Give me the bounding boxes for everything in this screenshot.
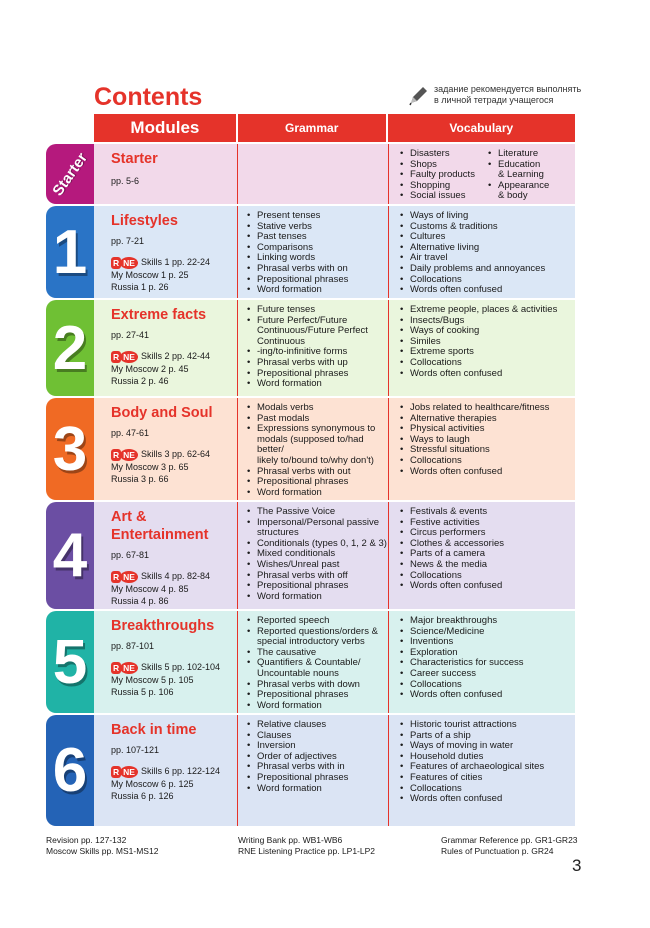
- vocabulary-item: • Stressful situations: [399, 445, 575, 456]
- grammar-list: [246, 403, 388, 498]
- grammar-item: • Prepositional phrases: [246, 690, 388, 701]
- grammar-item: • Reported speech: [246, 616, 388, 627]
- vocabulary-item: • Daily problems and annoyances: [399, 264, 575, 275]
- vocabulary-item: • Characteristics for success: [399, 658, 575, 669]
- module-3-tab: [46, 398, 94, 500]
- grammar-item: special introductory verbs: [257, 636, 365, 648]
- module-skills: [111, 571, 237, 583]
- module-title: Extreme facts: [111, 307, 207, 323]
- vocabulary-list: [399, 507, 575, 592]
- grammar-list: [246, 507, 388, 602]
- vocabulary-item: • Words often confused: [399, 581, 575, 592]
- grammar-item: • Relative clauses: [246, 720, 388, 731]
- vocabulary-item: • Customs & traditions: [399, 222, 575, 233]
- russia-pages: Russia 3 p. 66: [111, 473, 169, 484]
- grammar-item: structures: [257, 527, 299, 539]
- list-item-cont: & body: [498, 190, 528, 202]
- list-item: • Faulty products: [399, 170, 487, 181]
- grammar-item: • Present tenses: [246, 211, 388, 222]
- vocabulary-item: • Features of cities: [399, 773, 575, 784]
- list-item: • Shops: [399, 160, 487, 171]
- grammar-item: • The causative: [246, 648, 388, 659]
- vocabulary-list: [399, 616, 575, 701]
- grammar-item: • Past modals: [246, 414, 388, 425]
- grammar-item: • Phrasal verbs with off: [246, 571, 388, 582]
- list-item-cont: & Learning: [498, 169, 544, 181]
- grammar-item: • Prepositional phrases: [246, 275, 388, 286]
- grammar-item: • Future tenses: [246, 305, 388, 316]
- grammar-item: • Linking words: [246, 253, 388, 264]
- starter-vocab-right: [487, 149, 549, 202]
- module-skills: [111, 662, 237, 674]
- russia-pages: Russia 1 p. 26: [111, 281, 169, 292]
- grammar-item: • Phrasal verbs with in: [246, 762, 388, 773]
- module-pages: pp. 87-101: [111, 641, 155, 651]
- vocabulary-item: • Words often confused: [399, 467, 575, 478]
- russia-pages: Russia 2 p. 46: [111, 375, 169, 386]
- vocabulary-item: • News & the media: [399, 560, 575, 571]
- module-pages: pp. 107-121: [111, 745, 160, 755]
- footer-moscow-skills: Moscow Skills pp. MS1-MS12: [46, 846, 159, 856]
- grammar-list: [246, 720, 388, 794]
- vocabulary-item: • Collocations: [399, 456, 575, 467]
- grammar-item: • Conditionals (types 0, 1, 2 & 3): [246, 539, 388, 550]
- notebook-note: [408, 84, 581, 106]
- grammar-item: • Prepositional phrases: [246, 477, 388, 488]
- module-4-row: [94, 502, 575, 609]
- vocabulary-item: • Words often confused: [399, 369, 575, 380]
- footer-rne-listening: RNE Listening Practice pp. LP1-LP2: [238, 846, 376, 856]
- grammar-item: • Word formation: [246, 379, 388, 390]
- vocabulary-item: • Clothes & accessories: [399, 539, 575, 550]
- vocabulary-item: • Alternative living: [399, 243, 575, 254]
- vocabulary-item: • Alternative therapies: [399, 414, 575, 425]
- vocabulary-item: • Ways to laugh: [399, 435, 575, 446]
- grammar-item: • The Passive Voice: [246, 507, 388, 518]
- grammar-item: Uncountable nouns: [257, 667, 339, 679]
- list-item: • Shopping: [399, 181, 487, 192]
- vocabulary-list: [399, 211, 575, 296]
- module-6-row: [94, 715, 575, 826]
- vocabulary-item: • Festive activities: [399, 518, 575, 529]
- vocabulary-item: • Exploration: [399, 648, 575, 659]
- grammar-item: • Wishes/Unreal past: [246, 560, 388, 571]
- grammar-item: • Expressions synonymous to: [246, 424, 388, 435]
- footer-col-2: [238, 835, 375, 857]
- grammar-item: • Word formation: [246, 488, 388, 499]
- list-item: • Appearance: [487, 181, 549, 192]
- module-skills: [111, 766, 237, 778]
- vocabulary-list: [399, 305, 575, 379]
- footer-writing-bank: Writing Bank pp. WB1-WB6: [238, 835, 343, 845]
- footer-col-1: [46, 835, 158, 857]
- vocabulary-item: • Collocations: [399, 784, 575, 795]
- starter-pages: pp. 5-6: [111, 176, 140, 186]
- module-6-tab: [46, 715, 94, 826]
- my-moscow-pages: My Moscow 6 p. 125: [111, 778, 194, 789]
- vocabulary-item: • Similes: [399, 337, 575, 348]
- header-modules: Modules: [130, 118, 200, 137]
- grammar-item: • Phrasal verbs with on: [246, 264, 388, 275]
- grammar-item: • Phrasal verbs with out: [246, 467, 388, 478]
- module-skills: [111, 351, 237, 363]
- my-moscow-pages: My Moscow 5 p. 105: [111, 674, 194, 685]
- grammar-item: • Prepositional phrases: [246, 581, 388, 592]
- list-item: • Education: [487, 160, 549, 171]
- module-title: Back in time: [111, 722, 197, 738]
- module-number: 4: [52, 521, 88, 590]
- grammar-item: • Word formation: [246, 285, 388, 296]
- vocabulary-item: • Extreme people, places & activities: [399, 305, 575, 316]
- vocabulary-item: • Career success: [399, 669, 575, 680]
- module-number: 5: [52, 627, 88, 697]
- module-2-row: [94, 300, 575, 396]
- module-pages: pp. 7-21: [111, 236, 145, 246]
- grammar-item: • Word formation: [246, 701, 388, 712]
- vocabulary-item: • Ways of cooking: [399, 326, 575, 337]
- page-number: 3: [572, 856, 582, 875]
- footer-revision: Revision pp. 127-132: [46, 835, 127, 845]
- vocabulary-item: • Cultures: [399, 232, 575, 243]
- note-line-2: в личной тетради учащегося: [434, 95, 554, 105]
- list-item: • Social issues: [399, 191, 487, 202]
- module-pages: pp. 67-81: [111, 550, 150, 560]
- starter-tab-label: Starter: [49, 149, 91, 199]
- skills-pages: Skills 4 pp. 82-84: [140, 571, 210, 582]
- skills-pages: Skills 6 pp. 122-124: [140, 766, 221, 777]
- rne-logo-icon: R NE: [111, 766, 138, 778]
- skills-pages: Skills 1 pp. 22-24: [140, 257, 210, 268]
- vocabulary-item: • Inventions: [399, 637, 575, 648]
- vocabulary-item: • Collocations: [399, 680, 575, 691]
- skills-pages: Skills 2 pp. 42-44: [140, 351, 210, 362]
- my-moscow-pages: My Moscow 2 p. 45: [111, 363, 189, 374]
- vocabulary-item: • Words often confused: [399, 690, 575, 701]
- starter-row: [94, 144, 575, 204]
- module-pages: pp. 27-41: [111, 330, 150, 340]
- vocabulary-item: • Collocations: [399, 275, 575, 286]
- vocabulary-item: • Science/Medicine: [399, 627, 575, 638]
- vocabulary-item: • Collocations: [399, 571, 575, 582]
- grammar-item: • Past tenses: [246, 232, 388, 243]
- vocabulary-item: • Parts of a ship: [399, 731, 575, 742]
- my-moscow-pages: My Moscow 4 p. 85: [111, 583, 189, 594]
- module-skills: [111, 257, 237, 269]
- vocabulary-item: • Air travel: [399, 253, 575, 264]
- module-2-tab: [46, 300, 94, 396]
- grammar-item: • Impersonal/Personal passive: [246, 518, 388, 529]
- vocabulary-item: • Extreme sports: [399, 347, 575, 358]
- grammar-list: [246, 616, 388, 711]
- grammar-item: • Phrasal verbs with down: [246, 680, 388, 691]
- vocabulary-item: • Physical activities: [399, 424, 575, 435]
- module-3-row: [94, 398, 575, 500]
- russia-pages: Russia 5 p. 106: [111, 686, 174, 697]
- module-title: Body and Soul: [111, 405, 213, 421]
- vocabulary-item: • Ways of living: [399, 211, 575, 222]
- page-title: Contents: [94, 83, 203, 111]
- grammar-item: • Comparisons: [246, 243, 388, 254]
- grammar-item: • Future Perfect/Future: [246, 316, 388, 327]
- skills-pages: Skills 5 pp. 102-104: [140, 662, 221, 673]
- module-number: 1: [52, 217, 88, 287]
- list-item: • Literature: [487, 149, 549, 160]
- grammar-item: • Clauses: [246, 731, 388, 742]
- grammar-item: • Order of adjectives: [246, 752, 388, 763]
- starter-grammar: [237, 144, 388, 204]
- grammar-item: • Reported questions/orders &: [246, 627, 388, 638]
- rne-logo-icon: R NE: [111, 351, 138, 363]
- module-number: 6: [52, 736, 88, 805]
- rne-logo-icon: R NE: [111, 257, 138, 269]
- module-1-tab: [46, 206, 94, 298]
- vocabulary-item: • Historic tourist attractions: [399, 720, 575, 731]
- vocabulary-list: [399, 403, 575, 477]
- grammar-item: modals (supposed to/had better/: [257, 433, 364, 456]
- grammar-item: • Mixed conditionals: [246, 549, 388, 560]
- vocabulary-item: • Jobs related to healthcare/fitness: [399, 403, 575, 414]
- vocabulary-item: • Parts of a camera: [399, 549, 575, 560]
- vocabulary-list: [399, 720, 575, 805]
- grammar-item: • Quantifiers & Countable/: [246, 658, 388, 669]
- rne-logo-icon: R NE: [111, 571, 138, 583]
- starter-tab: [46, 144, 94, 204]
- rne-logo-icon: R NE: [111, 662, 138, 674]
- grammar-item: Continuous: [257, 335, 306, 347]
- russia-pages: Russia 6 p. 126: [111, 790, 174, 801]
- module-skills: [111, 449, 237, 461]
- skills-pages: Skills 3 pp. 62-64: [140, 449, 210, 460]
- rne-logo-icon: R NE: [111, 449, 138, 461]
- vocabulary-item: • Festivals & events: [399, 507, 575, 518]
- grammar-item: • -ing/to-infinitive forms: [246, 347, 388, 358]
- my-moscow-pages: My Moscow 1 p. 25: [111, 269, 189, 280]
- vocabulary-item: • Insects/Bugs: [399, 316, 575, 327]
- table-header: [94, 114, 575, 142]
- grammar-item: • Phrasal verbs with up: [246, 358, 388, 369]
- grammar-item: • Word formation: [246, 592, 388, 603]
- module-title: Lifestyles: [111, 213, 178, 229]
- footer-grammar-reference: Grammar Reference pp. GR1-GR23: [441, 835, 578, 845]
- header-grammar: Grammar: [236, 114, 386, 142]
- note-line-1: задание рекомендуется выполнять: [434, 84, 582, 94]
- pencil-icon: [408, 84, 428, 106]
- russia-pages: Russia 4 p. 86: [111, 595, 169, 606]
- list-item: • Disasters: [399, 149, 487, 160]
- grammar-list: [246, 211, 388, 296]
- module-number: 3: [52, 414, 88, 484]
- grammar-item: • Inversion: [246, 741, 388, 752]
- module-title: Breakthroughs: [111, 618, 215, 634]
- grammar-item: • Word formation: [246, 784, 388, 795]
- module-pages: pp. 47-61: [111, 428, 150, 438]
- header-vocabulary: Vocabulary: [386, 114, 575, 142]
- vocabulary-item: • Collocations: [399, 358, 575, 369]
- vocabulary-item: • Circus performers: [399, 528, 575, 539]
- starter-vocab-left: [399, 149, 487, 202]
- vocabulary-item: • Words often confused: [399, 794, 575, 805]
- module-1-row: [94, 206, 575, 298]
- grammar-item: • Modals verbs: [246, 403, 388, 414]
- vocabulary-item: • Features of archaeological sites: [399, 762, 575, 773]
- module-5-tab: [46, 611, 94, 713]
- module-title: Art &: [111, 509, 147, 525]
- grammar-item: • Prepositional phrases: [246, 773, 388, 784]
- grammar-item: likely to/bound to/why don't): [257, 454, 374, 466]
- grammar-item: • Prepositional phrases: [246, 369, 388, 380]
- footer-col-3: [441, 835, 578, 857]
- vocabulary-item: • Household duties: [399, 752, 575, 763]
- grammar-list: [246, 305, 388, 390]
- grammar-item: Continuous/Future Perfect: [257, 325, 368, 337]
- grammar-item: • Stative verbs: [246, 222, 388, 233]
- module-5-row: [94, 611, 575, 713]
- footer-punctuation: Rules of Punctuation p. GR24: [441, 846, 554, 856]
- module-4-tab: [46, 502, 94, 609]
- vocabulary-item: • Ways of moving in water: [399, 741, 575, 752]
- module-number: 2: [52, 313, 88, 383]
- module-title-line-2: Entertainment: [111, 527, 209, 543]
- vocabulary-item: • Words often confused: [399, 285, 575, 296]
- starter-title: Starter: [111, 151, 158, 167]
- my-moscow-pages: My Moscow 3 p. 65: [111, 461, 189, 472]
- vocabulary-item: • Major breakthroughs: [399, 616, 575, 627]
